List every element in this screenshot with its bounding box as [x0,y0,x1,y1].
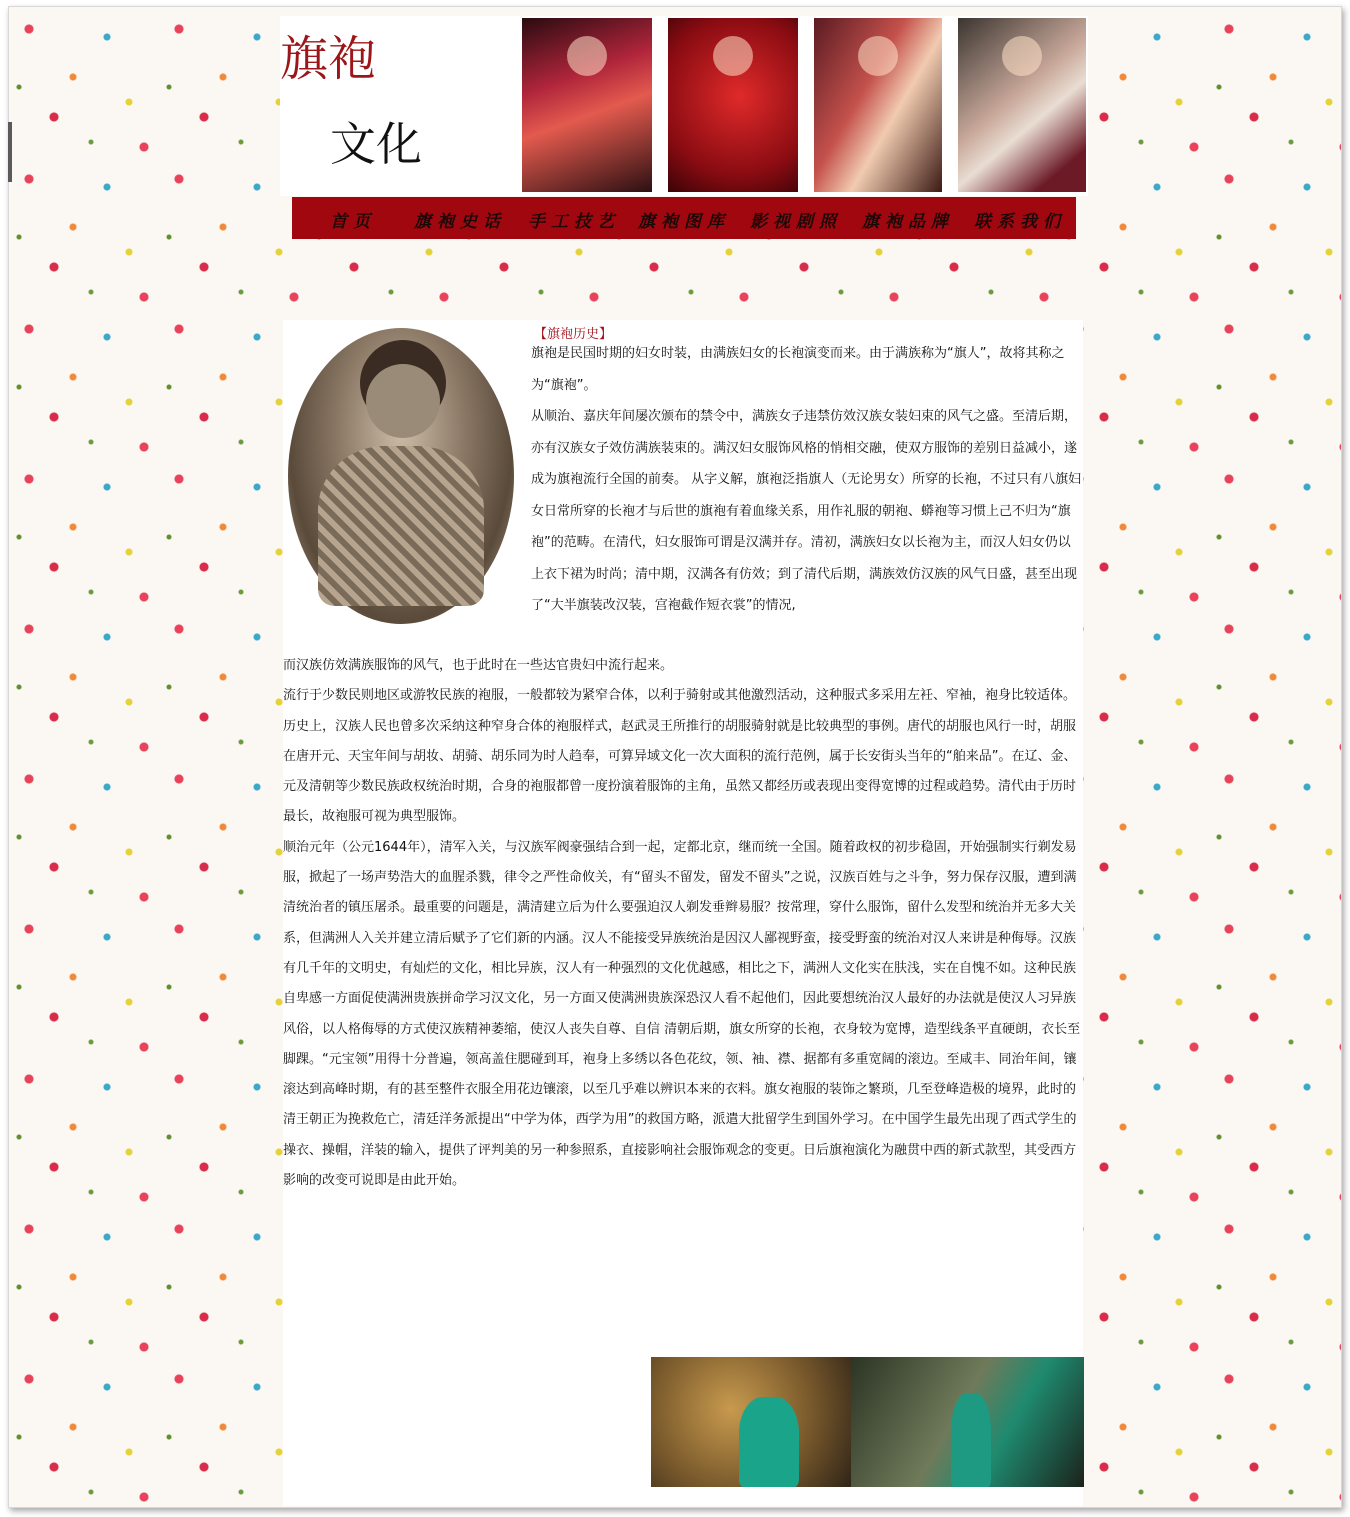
header-photo-4 [958,18,1086,192]
site-subtitle: 文化 [330,117,422,171]
footer-photo-1 [651,1357,851,1487]
main-nav [292,197,1076,239]
footer-photo-2 [851,1357,1084,1487]
qing-woman-portrait [288,328,514,624]
article-body [283,651,1083,1196]
nav-history[interactable]: 旗袍史话 [414,212,506,232]
nav-brands[interactable]: 旗袍品牌 [862,212,954,232]
scroll-marker [8,122,12,182]
paragraph-1: 而汉族仿效满族服饰的风气，也于此时在一些达官贵妇中流行起来。 [283,658,674,673]
paragraph-3: 顺治元年（公元1644年），清军入关，与汉族军阀豪强结合到一起，定都北京，继而统一全国。随着政权的初步稳固，开始强制实行剃发易服，掀起了一场声势浩大的血腥杀戮，律令之严性命攸关，有“留头不留发，留发不留头”之说，汉族百姓与之斗争，努力保存汉服，遭到满清统治者的镇压屠杀。最重要的问题是，满清建立后为什么要强迫汉人剃发垂辫易服？按常理，穿什么服饰，留什么发型和统治并无多大关系，但满洲人入关并建立清后赋予了它们新的内涵。汉人不能接受异族统治是因汉人鄙视野蛮，接受野蛮的统治对汉人来讲是种侮辱。汉族有几千年的文明史，有灿烂的文化，相比异族，汉人有一种强烈的文化优越感，相比之下，满洲人文化实在肤浅，实在自愧不如。这种民族自卑感一方面促使满洲贵族拼命学习汉文化，另一方面又使满洲贵族深恐汉人看不起他们，因此要想统治汉人最好的办法就是使汉人习异族风俗，以人格侮辱的方式使汉族精神萎缩，使汉人丧失自尊、自信 清朝后期，旗女所穿的长袍，衣身较为宽博，造型线条平直硬朗，衣长至脚踝。“元宝领”用得十分普遍，领高盖住腮碰到耳，袍身上多绣以各色花纹，领、袖、襟、据都有多重宽阔的滚边。至咸丰、同治年间，镶滚达到高峰时期，有的甚至整件衣服全用花边镶滚，以至几乎难以辨识本来的衣料。旗女袍服的装饰之繁琐，几至登峰造极的境界，此时的清王朝正为挽救危亡，清廷洋务派提出“中学为体，西学为用”的救国方略，派遣大批留学生到国外学习。在中国学生最先出现了西式学生的操衣、操帽，洋装的输入，提供了评判美的另一种参照系，直接影响社会服饰观念的变更。日后旗袍演化为融贯中西的新式款型，其受西方影响的改变可说即是由此开始。 [283,839,1081,1189]
nav-gallery[interactable]: 旗袍图库 [638,212,730,232]
section-title: 【旗袍历史】 [534,327,613,342]
header-photo-1 [522,18,652,192]
nav-home[interactable]: 首页 [330,212,376,232]
footer-photos [651,1357,1084,1487]
nav-film-stills[interactable]: 影视剧照 [750,212,842,232]
paragraph-2: 流行于少数民则地区或游牧民族的袍服，一般都较为紧窄合体，以利于骑射或其他激烈活动，这种服式多采用左衽、窄袖，袍身比较适体。历史上，汉族人民也曾多次采纳这种窄身合体的袍服样式，赵武灵王所推行的胡服骑射就是比较典型的事例。唐代的胡服也风行一时，胡服在唐开元、天宝年间与胡妆、胡骑、胡乐同为时人趋奉，可算异域文化一次大面积的流行范例，属于长安街头当年的“舶来品”。在辽、金、元及清朝等少数民族政权统治时期，合身的袍服都曾一度扮演着服饰的主角，虽然又都经历或表现出变得宽博的过程或趋势。清代由于历时最长，故袍服可视为典型服饰。 [283,688,1077,825]
site-title: 旗袍 [280,31,377,87]
intro-paragraph: 旗袍是民国时期的妇女时装，由满族妇女的长袍演变而来。由于满族称为“旗人”，故将其称之为“旗袍”。 从顺治、嘉庆年间屡次颁布的禁令中，满族女子违禁仿效汉族女装妇束的风气之盛。至清后期，亦有汉族女子效仿满族装束的。满汉妇女服饰风格的悄相交融，使双方服饰的差别日益减小，遂成为旗袍流行全国的前奏。 从字义解，旗袍泛指旗人（无论男女）所穿的长袍，不过只有八旗妇女日常所穿的长袍才与后世的旗袍有着血缘关系，用作礼服的朝袍、蟒袍等习惯上己不归为“旗袍”的范畴。在清代，妇女服饰可谓是汉满并存。清初，满族妇女以长袍为主，而汉人妇女仍以上衣下裙为时尚；清中期，汉满各有仿效；到了清代后期，满族效仿汉族的风气日盛，甚至出现了“大半旗装改汉装，宫袍截作短衣裳”的情况, [531,346,1082,613]
nav-craft[interactable]: 手工技艺 [528,212,620,232]
site-header [280,16,1088,196]
nav-contact[interactable]: 联系我们 [974,212,1066,232]
header-photo-2 [668,18,798,192]
header-photo-3 [814,18,942,192]
